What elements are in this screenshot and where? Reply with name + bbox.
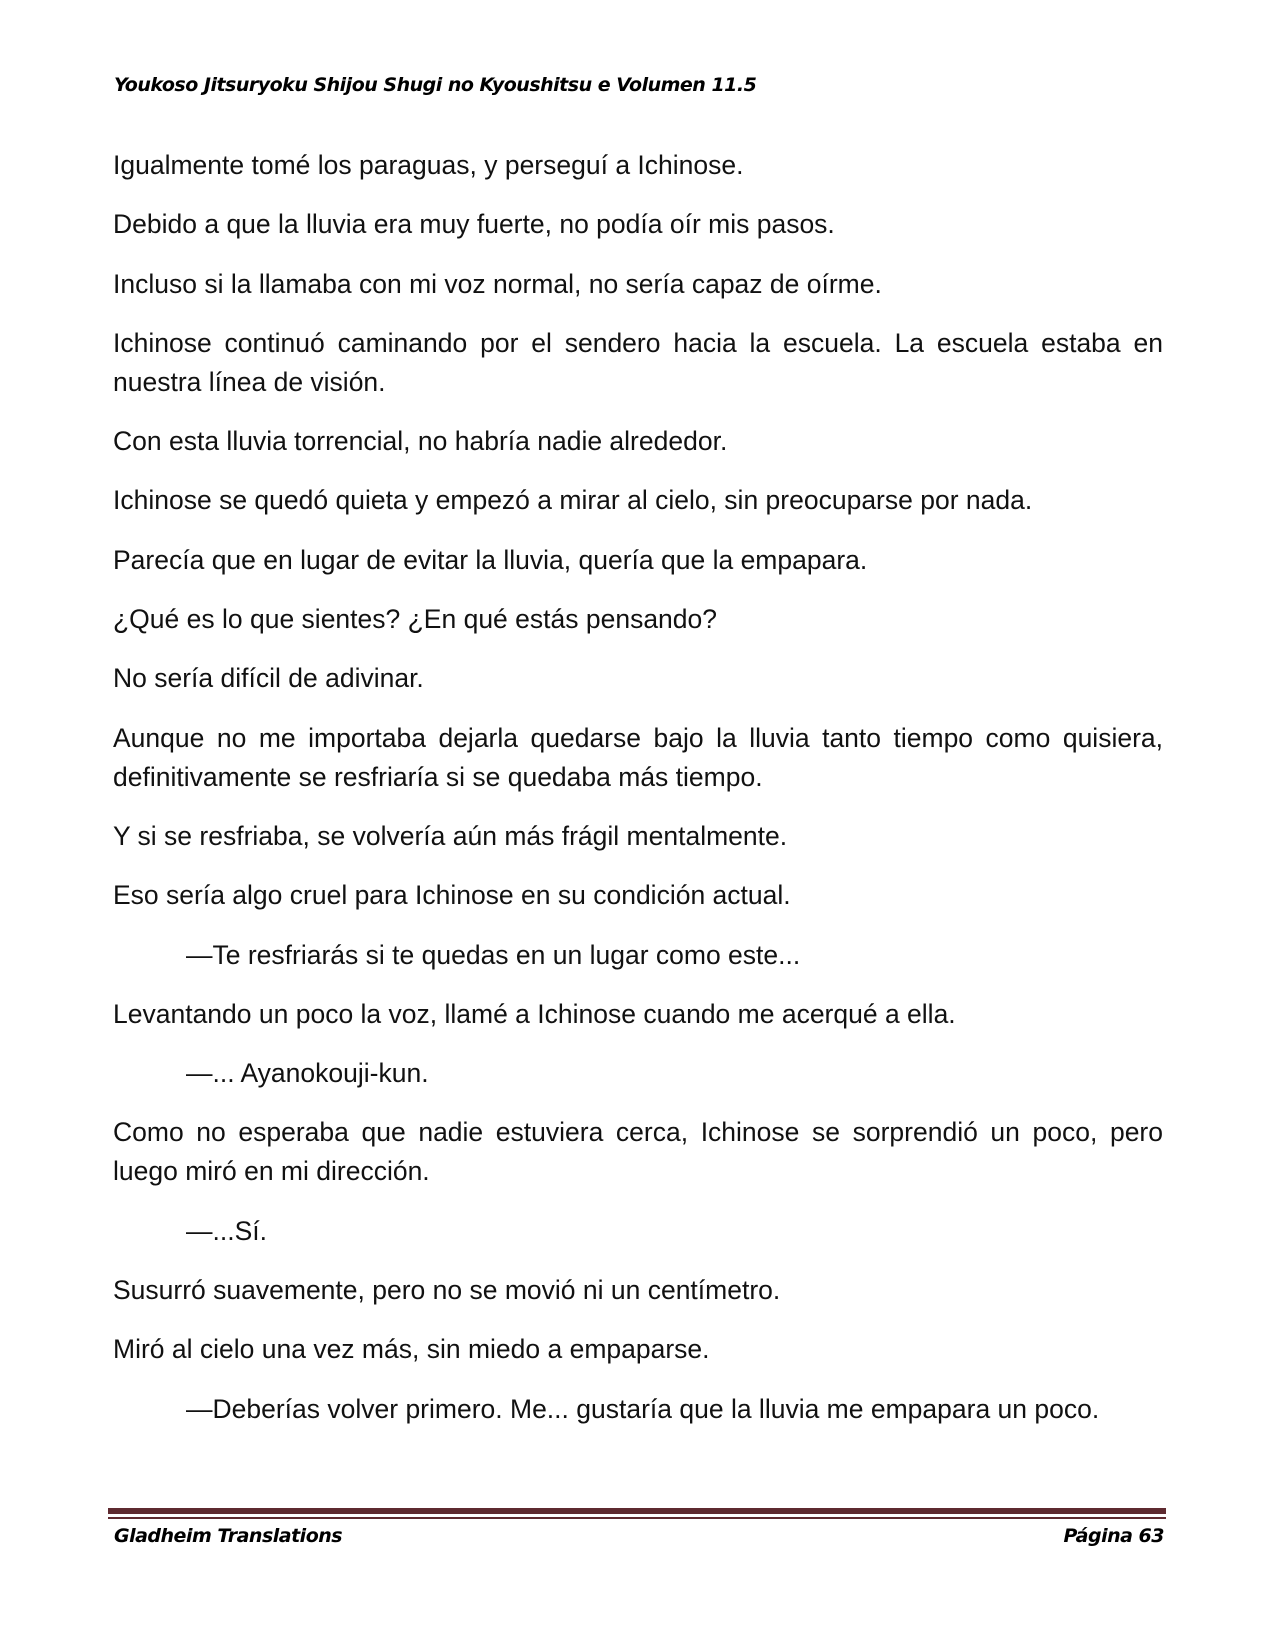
paragraph: Susurró suavemente, pero no se movió ni un centímetro. [113,1275,781,1306]
paragraph: Debido a que la lluvia era muy fuerte, no podía oír mis pasos. [113,209,835,240]
paragraph: Parecía que en lugar de evitar la lluvia, quería que la empapara. [113,544,868,575]
paragraph: Ichinose continuó caminando por el sendero hacia la escuela. La escuela estaba en nuestra línea de visión. [113,327,1163,397]
footer-rule-thick [108,1508,1166,1514]
document-body [113,146,1163,1449]
paragraph: Y si se resfriaba, se volvería aún más frágil mentalmente. [113,820,788,851]
running-header: Youkoso Jitsuryoku Shijou Shugi no Kyoushitsu e Volumen 11.5 [114,74,757,96]
paragraph: Incluso si la llamaba con mi voz normal, no sería capaz de oírme. [113,268,882,299]
paragraph: Miró al cielo una vez más, sin miedo a empaparse. [113,1334,710,1365]
paragraph: Igualmente tomé los paraguas, y perseguí a Ichinose. [113,150,744,180]
paragraph: Como no esperaba que nadie estuviera cerca, Ichinose se sorprendió un poco, pero luego miró en mi dirección. [113,1117,1163,1187]
paragraph: Ichinose se quedó quieta y empezó a mirar al cielo, sin preocuparse por nada. [113,485,1033,516]
paragraph: —... Ayanokouji-kun. [186,1058,429,1089]
paragraph: Con esta lluvia torrencial, no habría nadie alrededor. [113,426,728,457]
paragraph: —Deberías volver primero. Me... gustaría que la lluvia me empapara un poco. [186,1393,1100,1424]
paragraph: —...Sí. [186,1215,267,1246]
footer-publisher: Gladheim Translations [114,1525,343,1547]
paragraph: Aunque no me importaba dejarla quedarse bajo la lluvia tanto tiempo como quisiera, definitivamente se resfriaría si se quedaba más tiempo. [113,722,1163,792]
footer-page-number: Página 63 [1063,1525,1164,1547]
footer-rule-thin [108,1517,1166,1519]
paragraph: Eso sería algo cruel para Ichinose en su condición actual. [113,880,791,911]
paragraph: ¿Qué es lo que sientes? ¿En qué estás pensando? [113,604,718,635]
paragraph: Levantando un poco la voz, llamé a Ichinose cuando me acerqué a ella. [113,998,956,1029]
paragraph: No sería difícil de adivinar. [113,663,424,694]
paragraph: —Te resfriarás si te quedas en un lugar como este... [186,939,801,970]
